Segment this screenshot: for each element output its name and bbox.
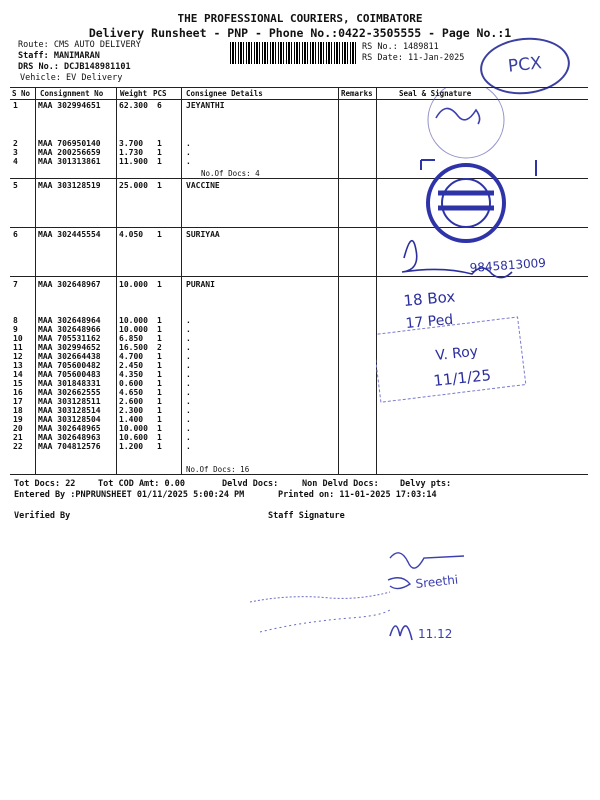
cell-cn: MAA 302994651: [38, 101, 101, 110]
drs-info: DRS No.: DCJB148981101: [18, 62, 131, 72]
non-delivered-docs: Non Delvd Docs:: [302, 479, 379, 489]
cell-wt: 4.650: [119, 388, 144, 397]
pcx-stamp: PCX: [477, 33, 572, 98]
cell-pcs: 1: [157, 181, 162, 190]
received-stamp-name: V. Roy: [434, 343, 479, 364]
cell-pcs: 1: [157, 424, 162, 433]
cell-pcs: 1: [157, 370, 162, 379]
handwritten-date-mark: 11.12: [418, 627, 453, 641]
cell-cn: MAA 706950140: [38, 139, 101, 148]
cell-pcs: 1: [157, 388, 162, 397]
cell-cons: .: [186, 370, 191, 379]
cell-wt: 10.000: [119, 325, 148, 334]
cell-sno: 12: [13, 352, 23, 361]
cell-pcs: 1: [157, 415, 162, 424]
col-header-pcs: PCS: [153, 89, 167, 98]
cell-pcs: 1: [157, 325, 162, 334]
cell-cn: MAA 302662555: [38, 388, 101, 397]
cell-sno: 11: [13, 343, 23, 352]
cell-cn: MAA 302648967: [38, 280, 101, 289]
handwritten-box-note: 18 Box: [402, 287, 456, 310]
cell-cn: MAA 302445554: [38, 230, 101, 239]
col-line: [116, 87, 117, 474]
rs-no: RS No.: 1489811: [362, 42, 439, 52]
staff-signature-label: Staff Signature: [268, 511, 345, 521]
group-doc-count: No.Of Docs: 16: [186, 465, 250, 474]
cell-wt: 0.600: [119, 379, 144, 388]
cell-cons: .: [186, 334, 191, 343]
staff-signature-text: Sreethi: [414, 572, 459, 591]
total-docs: Tot Docs: 22: [14, 479, 76, 489]
cell-sno: 10: [13, 334, 23, 343]
cell-sno: 17: [13, 397, 23, 406]
company-title: THE PROFESSIONAL COURIERS, COIMBATORE: [177, 12, 423, 25]
cell-cons: .: [186, 316, 191, 325]
cell-sno: 16: [13, 388, 23, 397]
cell-cons: .: [186, 415, 191, 424]
handwritten-box-note: 17 Ped: [404, 311, 454, 332]
col-line: [181, 87, 182, 474]
col-line: [35, 87, 36, 474]
cell-pcs: 1: [157, 157, 162, 166]
cell-cons: .: [186, 424, 191, 433]
cell-sno: 6: [13, 230, 18, 239]
cell-pcs: 1: [157, 352, 162, 361]
cell-pcs: 1: [157, 442, 162, 451]
cell-sno: 13: [13, 361, 23, 370]
cell-sno: 20: [13, 424, 23, 433]
cell-cons: .: [186, 325, 191, 334]
route-info: Route: CMS AUTO DELIVERY: [18, 40, 141, 50]
rs-date: RS Date: 11-Jan-2025: [362, 53, 465, 63]
cell-pcs: 1: [157, 361, 162, 370]
cell-cons: .: [186, 157, 191, 166]
cell-wt: 11.900: [119, 157, 148, 166]
col-header-consignment: Consignment No: [40, 89, 104, 98]
cell-wt: 62.300: [119, 101, 148, 110]
cell-wt: 4.050: [119, 230, 144, 239]
cell-cons: .: [186, 433, 191, 442]
cell-pcs: 1: [157, 433, 162, 442]
cell-cons: .: [186, 361, 191, 370]
vehicle-info: Vehicle: EV Delivery: [20, 73, 123, 83]
cell-cn: MAA 302648966: [38, 325, 101, 334]
cell-cn: MAA 704812576: [38, 442, 101, 451]
cell-sno: 3: [13, 148, 18, 157]
cell-wt: 3.700: [119, 139, 144, 148]
cell-pcs: 1: [157, 280, 162, 289]
cell-wt: 10.000: [119, 316, 148, 325]
cell-pcs: 1: [157, 316, 162, 325]
cell-pcs: 1: [157, 334, 162, 343]
total-cod: Tot COD Amt: 0.00: [98, 479, 186, 489]
cell-cons: .: [186, 139, 191, 148]
cell-cons: .: [186, 148, 191, 157]
staff-info: Staff: MANIMARAN: [18, 51, 100, 61]
cell-cons: .: [186, 406, 191, 415]
cell-cons: SURIYAA: [186, 230, 220, 239]
cell-cons: PURANI: [186, 280, 215, 289]
signature-1: [436, 108, 480, 124]
cell-wt: 2.450: [119, 361, 144, 370]
cell-cons: .: [186, 442, 191, 451]
cell-pcs: 1: [157, 406, 162, 415]
handwritten-phone: 9845813009: [469, 255, 547, 275]
cell-wt: 16.500: [119, 343, 148, 352]
col-header-sno: S No: [12, 89, 31, 98]
cell-cn: MAA 301313861: [38, 157, 101, 166]
runsheet-title: Delivery Runsheet - PNP - Phone No.:0422-3505555 - Page No.:1: [88, 26, 512, 40]
cell-pcs: 1: [157, 397, 162, 406]
cell-pcs: 1: [157, 230, 162, 239]
printed-on: Printed on: 11-01-2025 17:03:14: [278, 490, 437, 500]
seal-signature-area: [376, 88, 598, 488]
cell-wt: 10.600: [119, 433, 148, 442]
col-line: [338, 87, 339, 474]
cell-cn: MAA 302648965: [38, 424, 101, 433]
delivered-docs: Delvd Docs:: [222, 479, 279, 489]
cell-sno: 22: [13, 442, 23, 451]
cell-sno: 4: [13, 157, 18, 166]
cell-sno: 19: [13, 415, 23, 424]
cell-wt: 4.350: [119, 370, 144, 379]
staff-signature-ink: [240, 540, 480, 650]
cell-cn: MAA 303128504: [38, 415, 101, 424]
vaccine-stamp: [428, 165, 504, 241]
cell-wt: 2.600: [119, 397, 144, 406]
cell-sno: 8: [13, 316, 18, 325]
entered-by: Entered By :PNPRUNSHEET 01/11/2025 5:00:24 PM: [14, 490, 245, 500]
cell-cn: MAA 200256659: [38, 148, 101, 157]
col-header-remarks: Remarks: [341, 89, 373, 98]
cell-cons: .: [186, 343, 191, 352]
cell-sno: 9: [13, 325, 18, 334]
cell-pcs: 6: [157, 101, 162, 110]
cell-pcs: 1: [157, 379, 162, 388]
cell-cn: MAA 705531162: [38, 334, 101, 343]
cell-cn: MAA 302664438: [38, 352, 101, 361]
cell-sno: 21: [13, 433, 23, 442]
cell-pcs: 1: [157, 139, 162, 148]
cell-cn: MAA 303128519: [38, 181, 101, 190]
cell-wt: 4.700: [119, 352, 144, 361]
group-doc-count: No.Of Docs: 4: [201, 169, 260, 178]
cell-wt: 10.000: [119, 280, 148, 289]
cell-cn: MAA 705600483: [38, 370, 101, 379]
pharma-stamp: [428, 88, 504, 158]
cell-sno: 5: [13, 181, 18, 190]
cell-cons: .: [186, 379, 191, 388]
cell-wt: 1.200: [119, 442, 144, 451]
cell-cn: MAA 705600482: [38, 361, 101, 370]
cell-cons: JEYANTHI: [186, 101, 225, 110]
cell-sno: 1: [13, 101, 18, 110]
cell-wt: 6.850: [119, 334, 144, 343]
cell-cons: .: [186, 397, 191, 406]
cell-pcs: 1: [157, 148, 162, 157]
received-stamp-date: 11/1/25: [432, 366, 492, 390]
cell-cn: MAA 302994652: [38, 343, 101, 352]
cell-cn: MAA 303128511: [38, 397, 101, 406]
cell-sno: 7: [13, 280, 18, 289]
barcode: [230, 42, 358, 64]
cell-wt: 2.300: [119, 406, 144, 415]
delivery-points: Delvy pts:: [400, 479, 452, 489]
col-header-seal: Seal & Signature: [399, 89, 472, 98]
cell-cons: .: [186, 388, 191, 397]
cell-wt: 1.730: [119, 148, 144, 157]
cell-cons: VACCINE: [186, 181, 220, 190]
verified-by: Verified By: [14, 511, 71, 521]
cell-sno: 15: [13, 379, 23, 388]
cell-cn: MAA 302648963: [38, 433, 101, 442]
cell-sno: 14: [13, 370, 23, 379]
cell-pcs: 2: [157, 343, 162, 352]
cell-wt: 10.000: [119, 424, 148, 433]
cell-sno: 2: [13, 139, 18, 148]
cell-wt: 1.400: [119, 415, 144, 424]
cell-cn: MAA 303128514: [38, 406, 101, 415]
cell-cn: MAA 301848331: [38, 379, 101, 388]
cell-cons: .: [186, 352, 191, 361]
col-header-consignee: Consignee Details: [186, 89, 263, 98]
col-header-weight: Weight: [120, 89, 148, 98]
cell-wt: 25.000: [119, 181, 148, 190]
cell-sno: 18: [13, 406, 23, 415]
cell-cn: MAA 302648964: [38, 316, 101, 325]
